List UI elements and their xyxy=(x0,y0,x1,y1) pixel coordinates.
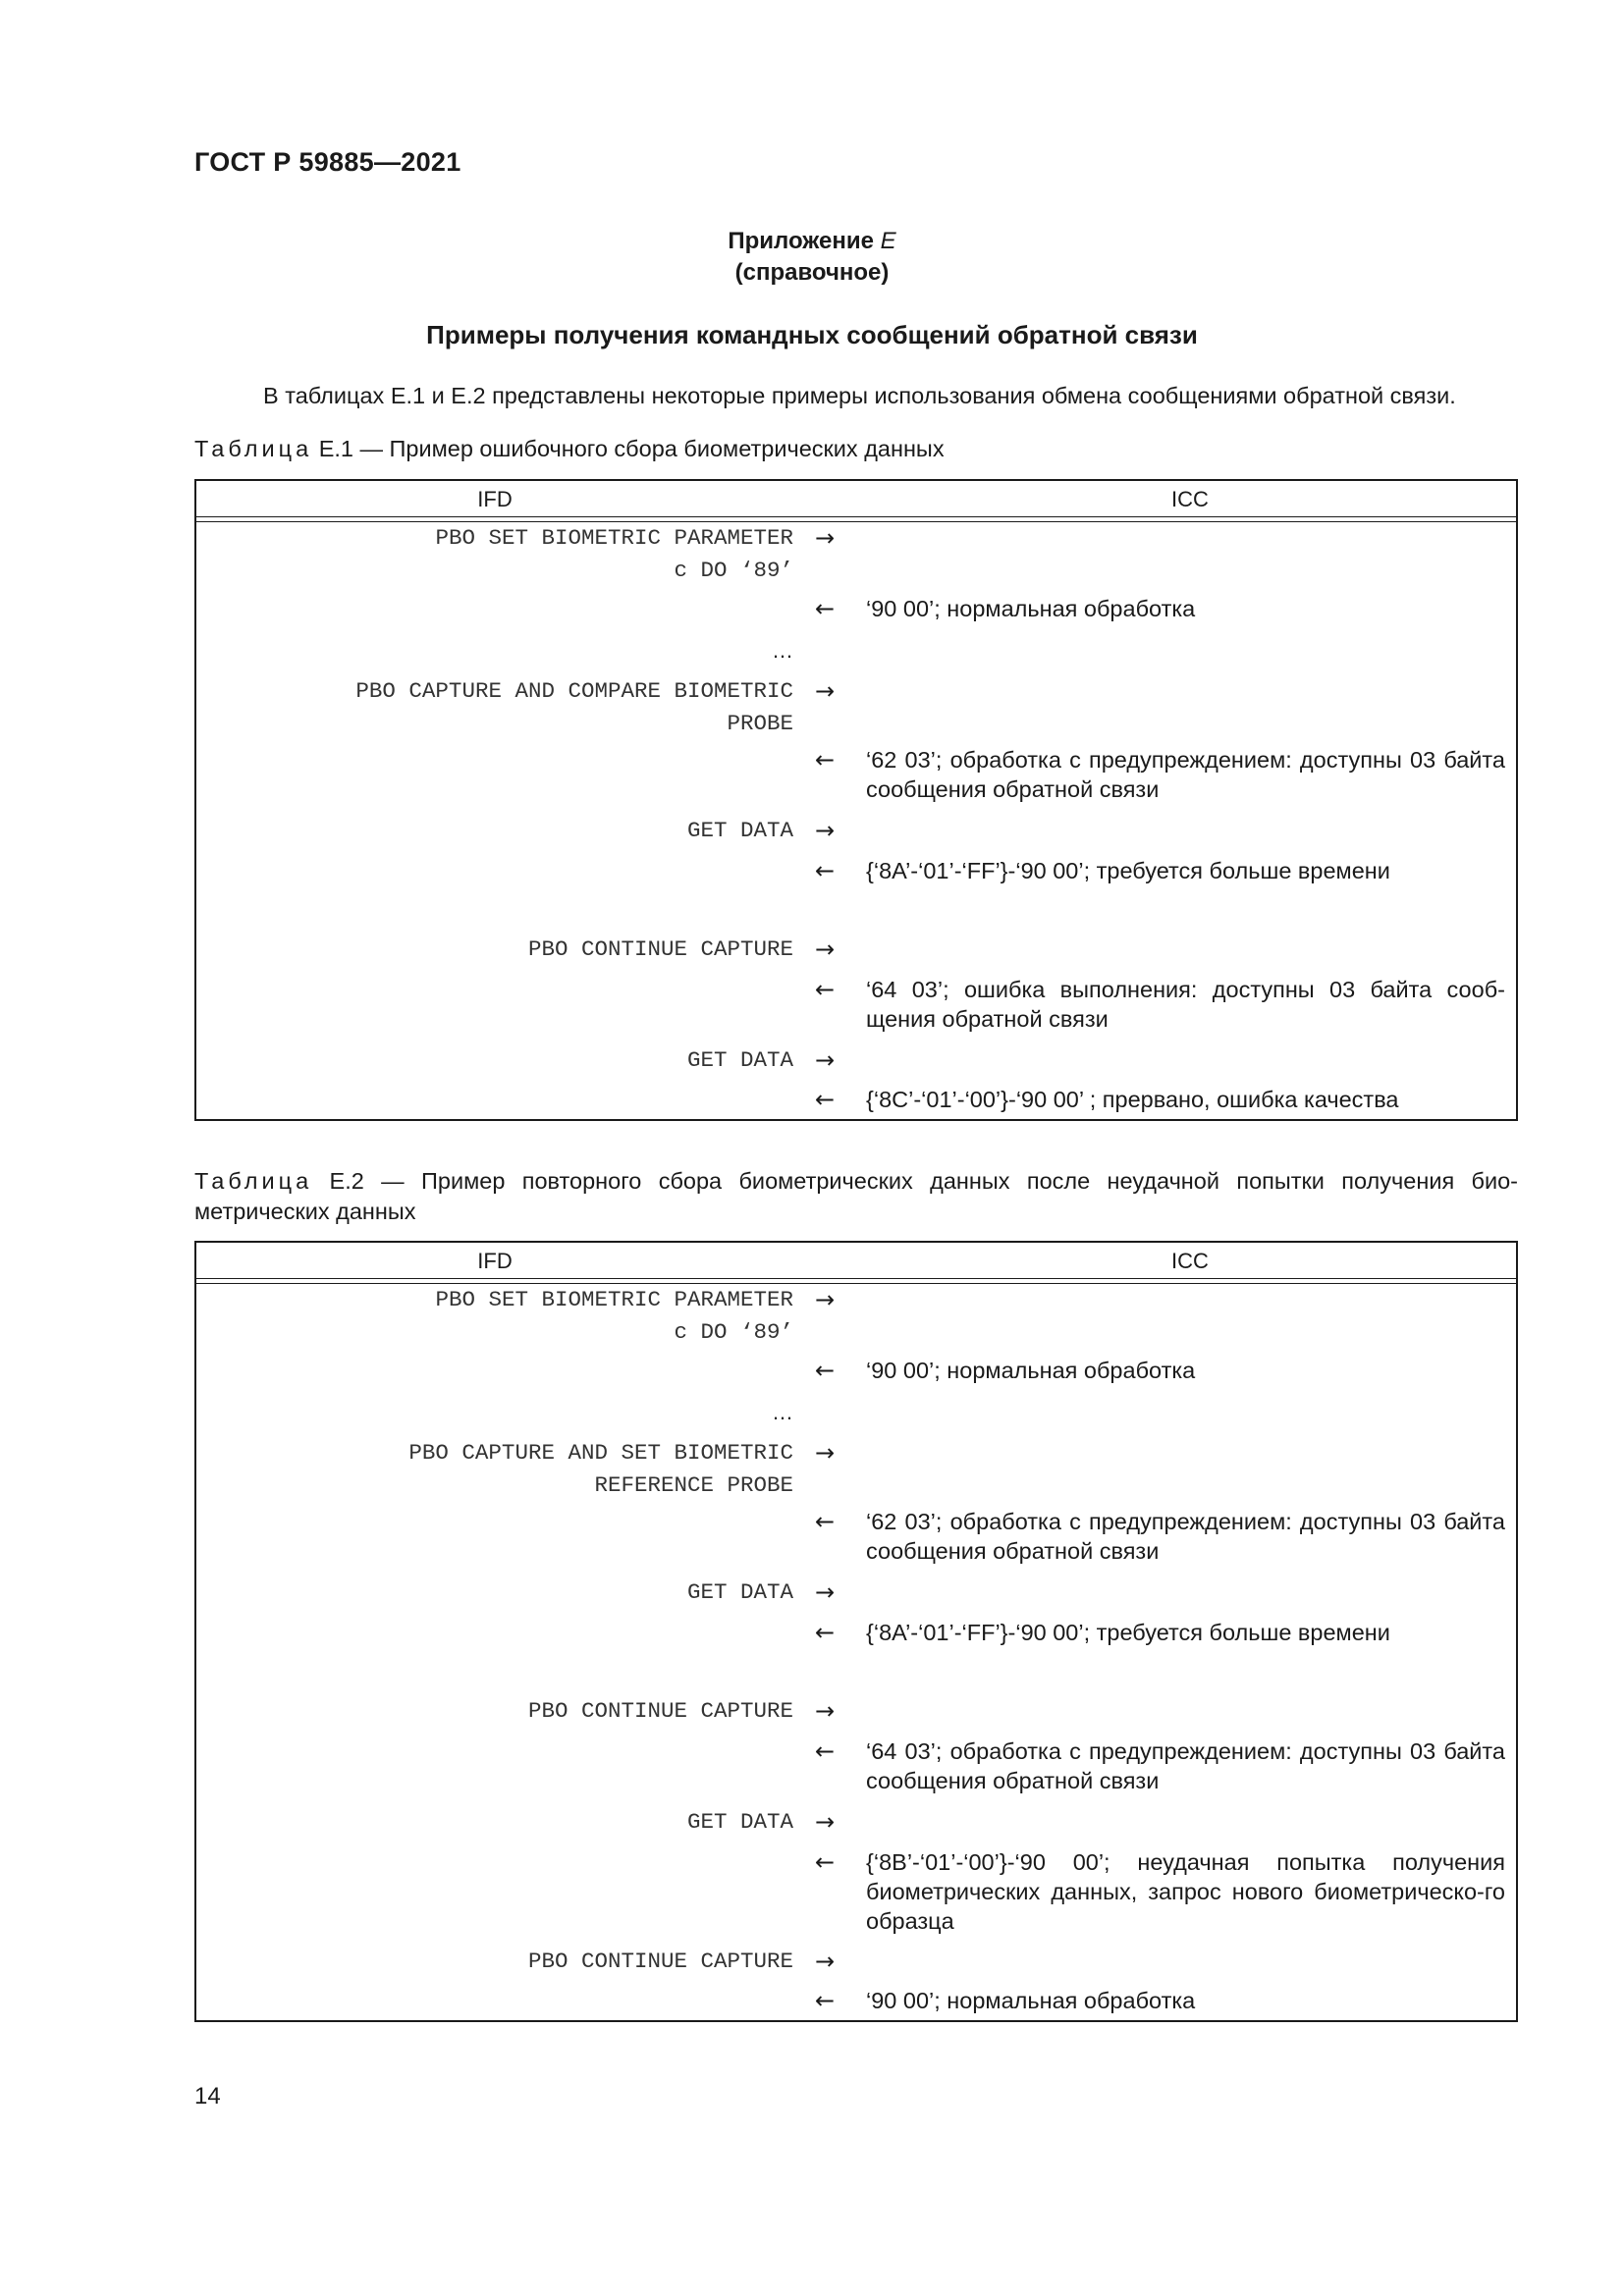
caption-text: Е.2 — Пример повторного сбора биометрических данных после неудачной попытки получения био-метрических данных xyxy=(194,1168,1519,1224)
annex-type: (справочное) xyxy=(734,259,890,286)
ifd-command: GET DATA xyxy=(686,818,793,843)
arrow-left-icon: ← xyxy=(814,1848,836,1876)
annex-letter: E xyxy=(880,228,896,254)
arrow-right-icon: → xyxy=(814,1697,836,1725)
table-caption-e2 xyxy=(194,1166,1518,1227)
column-header-ifd: IFD xyxy=(477,487,513,511)
icc-response: {‘8A’-‘01’-‘FF’}-‘90 00’; требуется больше времени xyxy=(866,858,1390,883)
annex-title xyxy=(0,228,1624,255)
arrow-left-icon: ← xyxy=(814,1357,836,1384)
arrow-right-icon: → xyxy=(814,524,836,552)
ifd-command: PBO CONTINUE CAPTURE xyxy=(527,1949,793,1974)
ellipsis: … xyxy=(772,638,793,663)
column-header-ifd: IFD xyxy=(477,1249,513,1273)
icc-response: ‘62 03’; обработка с предупреждением: доступны 03 байта сообщения обратной связи xyxy=(866,747,1505,802)
arrow-right-icon: → xyxy=(814,1948,836,1975)
icc-response: {‘8C’-‘01’-‘00’}-‘90 00’ ; прервано, ошибка качества xyxy=(866,1087,1399,1112)
column-header-icc: ICC xyxy=(1171,487,1209,511)
arrow-left-icon: ← xyxy=(814,976,836,1003)
arrow-left-icon: ← xyxy=(814,1619,836,1646)
section-title: Примеры получения командных сообщений обратной связи xyxy=(426,320,1198,349)
annex-title-prefix: Приложение xyxy=(728,228,874,254)
standard-number: ГОСТ Р 59885—2021 xyxy=(194,147,461,177)
arrow-left-icon: ← xyxy=(814,746,836,774)
ifd-command: GET DATA xyxy=(686,1579,793,1605)
header-rule xyxy=(196,1278,1516,1279)
icc-response: ‘90 00’; нормальная обработка xyxy=(866,1358,1196,1383)
ifd-command: PBO CONTINUE CAPTURE xyxy=(527,936,793,962)
caption-word: Таблица xyxy=(194,1168,313,1194)
intro-paragraph: В таблицах Е.1 и Е.2 представлены некоторые примеры использования обмена сообщениями обратной связи. xyxy=(263,383,1456,408)
ifd-command: PBO CONTINUE CAPTURE xyxy=(527,1698,793,1724)
arrow-right-icon: → xyxy=(814,1046,836,1074)
icc-response: ‘64 03’; обработка с предупреждением: доступны 03 байта сообщения обратной связи xyxy=(866,1738,1505,1793)
icc-response: ‘90 00’; нормальная обработка xyxy=(866,596,1196,621)
icc-response: ‘64 03’; ошибка выполнения: доступны 03 байта сооб-щения обратной связи xyxy=(866,977,1505,1032)
arrow-right-icon: → xyxy=(814,1578,836,1606)
table-e1 xyxy=(194,479,1518,1121)
caption-word: Таблица xyxy=(194,436,313,461)
ifd-command: PBO CAPTURE AND SET BIOMETRIC REFERENCE PROBE xyxy=(408,1440,793,1498)
arrow-left-icon: ← xyxy=(814,857,836,884)
arrow-left-icon: ← xyxy=(814,1987,836,2014)
arrow-right-icon: → xyxy=(814,1808,836,1836)
ifd-command: PBO SET BIOMETRIC PARAMETER с DO ‘89’ xyxy=(435,1287,793,1345)
table-e2 xyxy=(194,1241,1518,2022)
table-header xyxy=(196,1243,1516,1278)
icc-response: {‘8A’-‘01’-‘FF’}-‘90 00’; требуется больше времени xyxy=(866,1620,1390,1645)
ellipsis: … xyxy=(772,1400,793,1424)
arrow-right-icon: → xyxy=(814,1286,836,1313)
ifd-command: PBO CAPTURE AND COMPARE BIOMETRIC PROBE xyxy=(355,678,793,736)
arrow-right-icon: → xyxy=(814,935,836,963)
ifd-command: GET DATA xyxy=(686,1809,793,1835)
column-header-icc: ICC xyxy=(1171,1249,1209,1273)
arrow-left-icon: ← xyxy=(814,1086,836,1113)
icc-response: {‘8B’-‘01’-‘00’}-‘90 00’; неудачная попытка получения биометрических данных, запрос нового биометрическо-го образца xyxy=(866,1849,1505,1934)
table-header xyxy=(196,481,1516,516)
arrow-left-icon: ← xyxy=(814,595,836,622)
table-caption-e1 xyxy=(194,434,1518,464)
ifd-command: PBO SET BIOMETRIC PARAMETER с DO ‘89’ xyxy=(435,525,793,583)
caption-text: Е.1 — Пример ошибочного сбора биометрических данных xyxy=(318,436,945,461)
ifd-command: GET DATA xyxy=(686,1047,793,1073)
arrow-left-icon: ← xyxy=(814,1737,836,1765)
icc-response: ‘90 00’; нормальная обработка xyxy=(866,1988,1196,2013)
arrow-left-icon: ← xyxy=(814,1508,836,1535)
header-rule xyxy=(196,516,1516,517)
arrow-right-icon: → xyxy=(814,1439,836,1467)
icc-response: ‘62 03’; обработка с предупреждением: доступны 03 байта сообщения обратной связи xyxy=(866,1509,1505,1564)
arrow-right-icon: → xyxy=(814,677,836,705)
page-number: 14 xyxy=(194,2083,221,2109)
arrow-right-icon: → xyxy=(814,817,836,844)
